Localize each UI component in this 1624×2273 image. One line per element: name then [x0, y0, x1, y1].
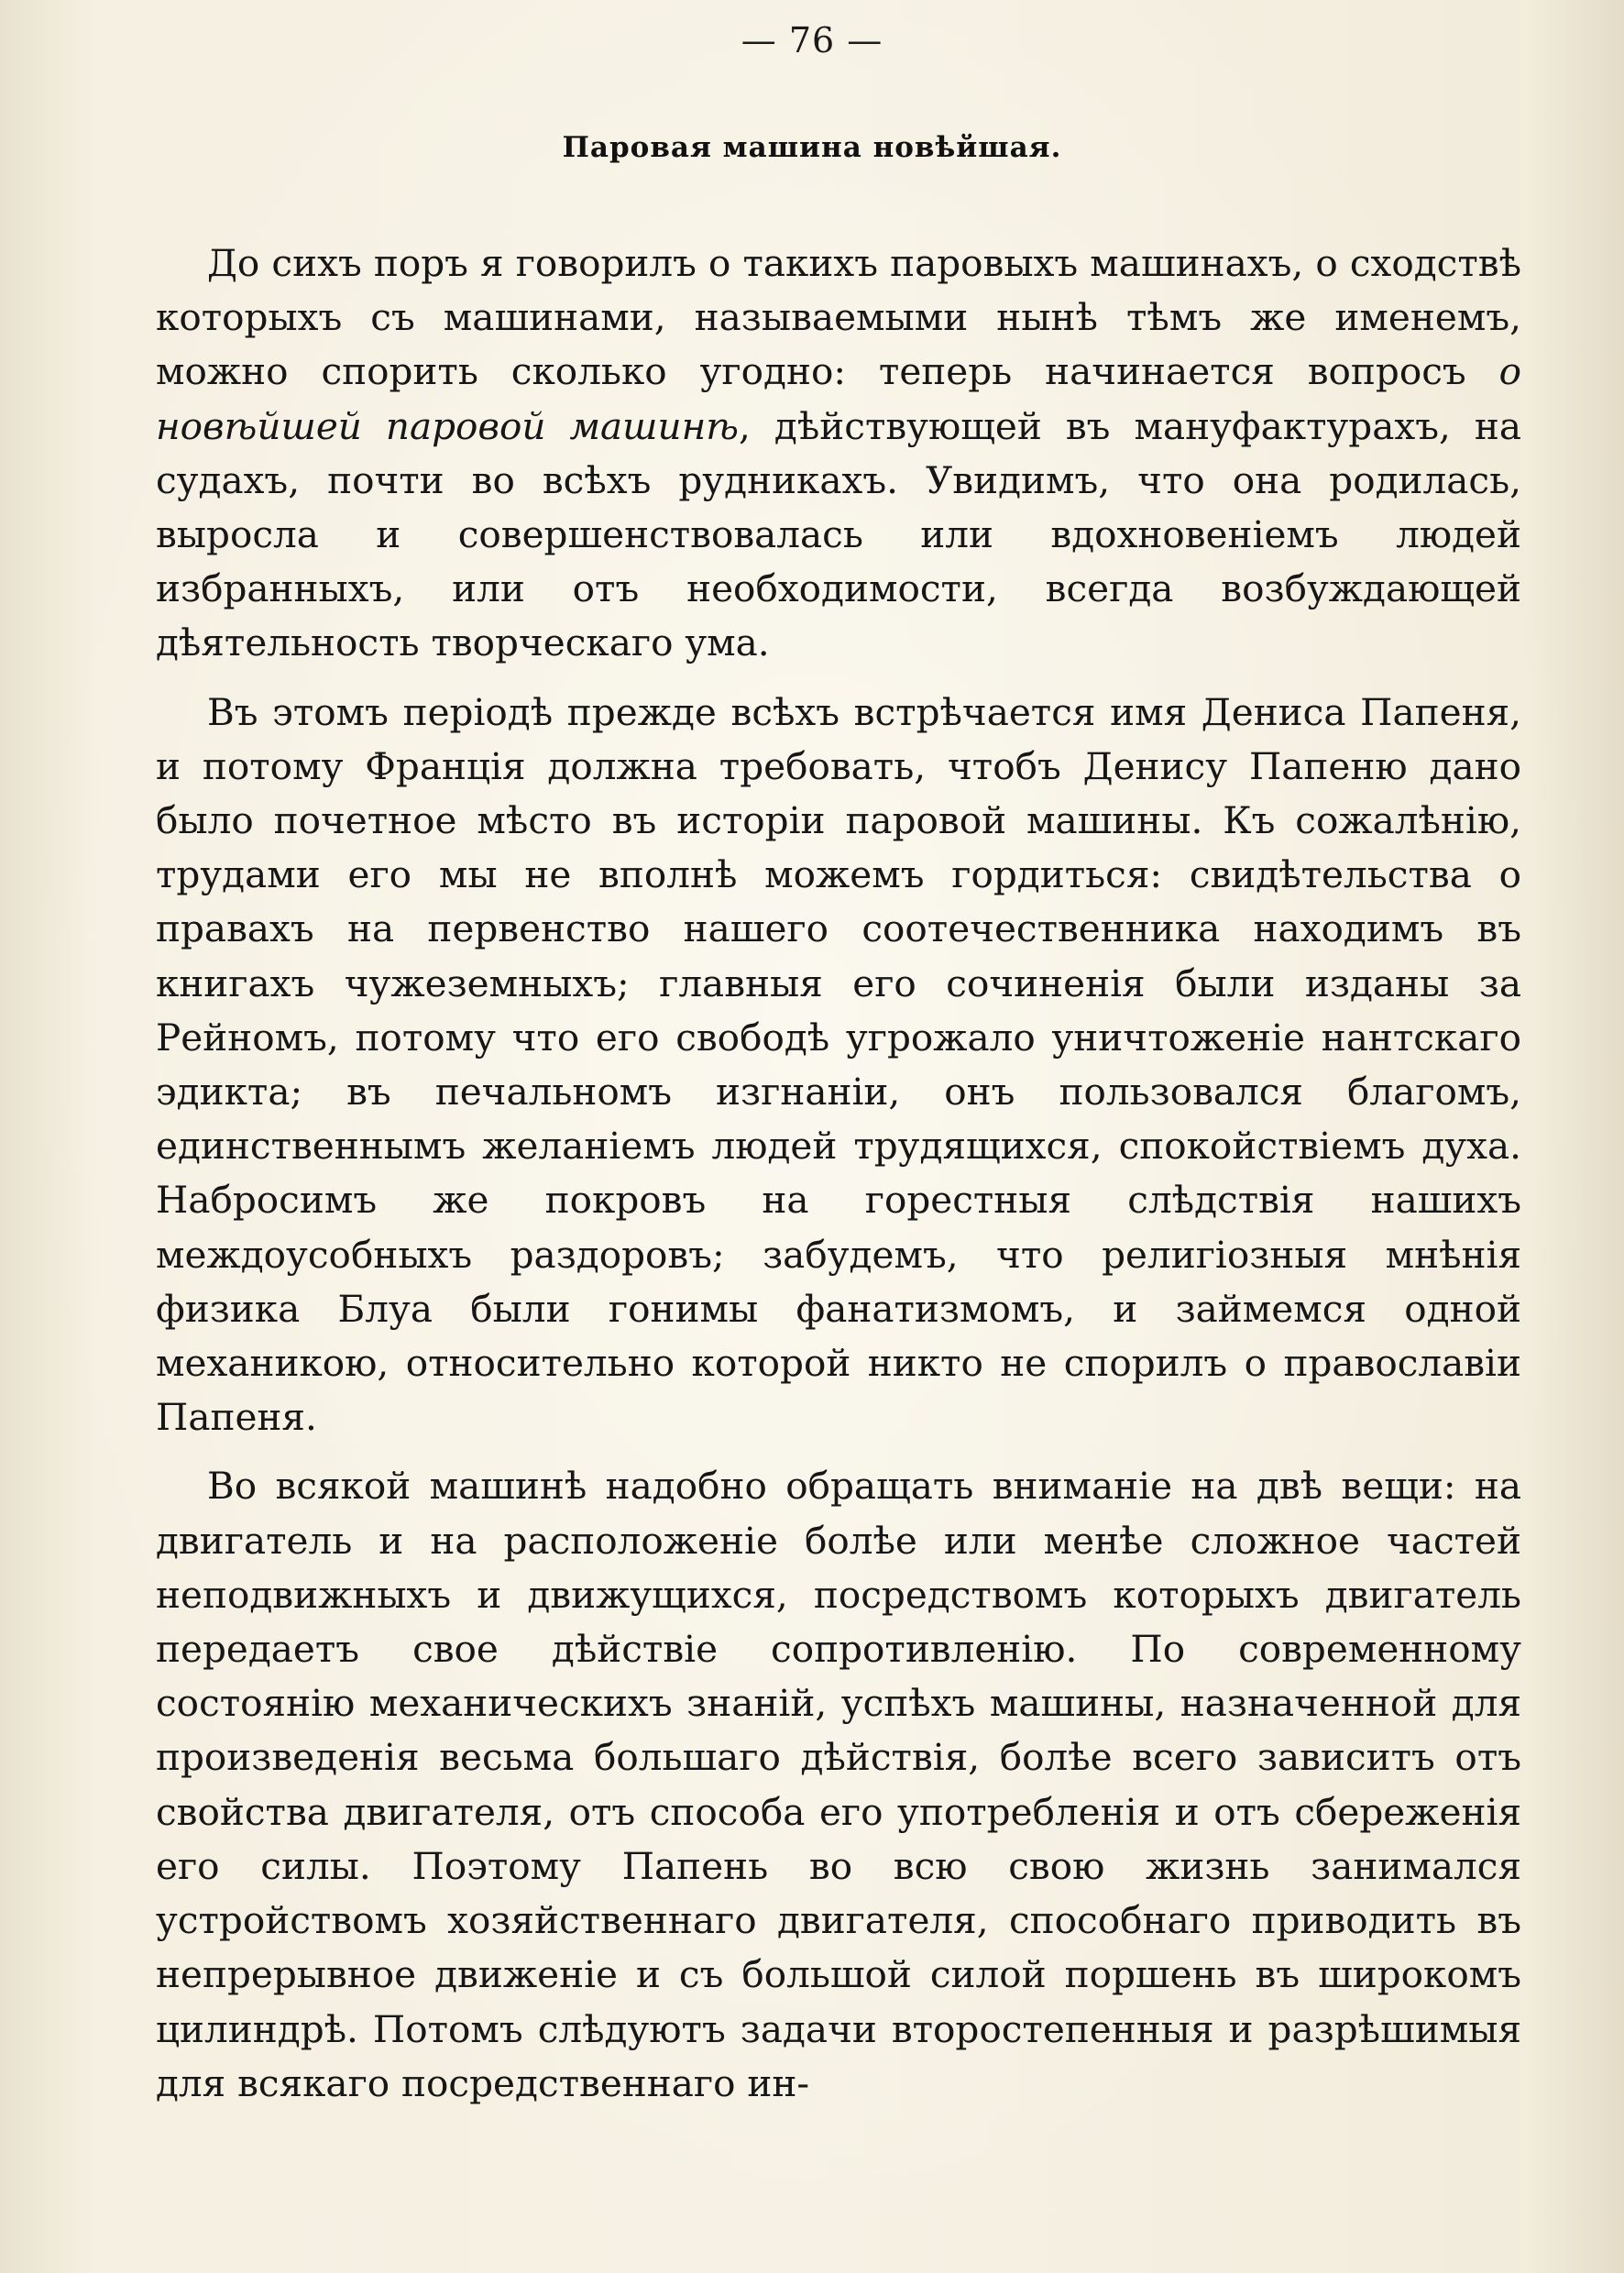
section-heading: Паровая машина новѣйшая. [562, 131, 1062, 164]
paragraph-1-start: До сихъ поръ я говорилъ о такихъ паровыхъ машинахъ, о сходствѣ которыхъ съ машинами, называемыми нынѣ тѣмъ же именемъ, можно спорить сколько угодно: теперь начинается вопросъ [156, 241, 1521, 394]
paragraph-2: Въ этомъ перiодѣ прежде всѣхъ встрѣчается имя Дениса Папеня, и потому Францiя должна требовать, чтобъ Денису Папеню дано было почетное мѣсто въ исторiи паровой машины. Къ сожалѣнiю, трудами его мы не вполнѣ можемъ гордиться: свидѣтельства о правахъ на первенство нашего соотечественника находимъ въ книгахъ чужеземныхъ; главныя его сочиненiя были изданы за Рейномъ, потому что его свободѣ угрожало уничтоженiе нантскаго эдикта; въ печальномъ изгнанiи, онъ пользовался благомъ, единственнымъ желанiемъ людей трудящихся, спокойствiемъ духа. Набросимъ же покровъ на горестныя слѣдствiя нашихъ междоусобныхъ раздоровъ; забудемъ, что религiозныя мнѣнiя физика Блуа были гонимы фанатизмомъ, и займемся одной механикою, относительно которой никто не спорилъ о православiи Папеня. [156, 689, 1521, 1440]
page-number: — 76 — [741, 20, 883, 60]
paragraph-1-italic-phrase: о новѣйшей паровой машинѣ [156, 349, 1521, 448]
paragraph-3: Во всякой машинѣ надобно обращать вниманiе на двѣ вещи: на двигатель и на расположенiе болѣе или менѣе сложное частей неподвижныхъ и движущихся, посредствомъ которыхъ двигатель передаетъ свое дѣйствiе сопротивленiю. По современному состоянiю механическихъ знанiй, успѣхъ машины, назначенной для произведенiя весьма большаго дѣйствiя, болѣе всего зависитъ отъ свойства двигателя, отъ способа его употребленiя и отъ сбереженiя его силы. Поэтому Папень во всю свою жизнь занимался устройствомъ хозяйственнаго двигателя, способнаго приводить въ непрерывное движенiе и съ большой силой поршень въ широкомъ цилиндрѣ. Потомъ слѣдуютъ задачи второстепенныя и разрѣшимыя для всякаго посредственнаго ин- [156, 1464, 1521, 2105]
paragraph-1 [156, 236, 1521, 671]
body-text [156, 236, 1521, 2125]
paragraph-1-end: , дѣйствующей въ мануфактурахъ, на судахъ, почти во всѣхъ рудникахъ. Увидимъ, что она родилась, выросла и совершенствовалась или вдохновенiемъ людей избранныхъ, или отъ необходимости, всегда возбуждающей дѣятельность творческаго ума. [156, 403, 1522, 665]
